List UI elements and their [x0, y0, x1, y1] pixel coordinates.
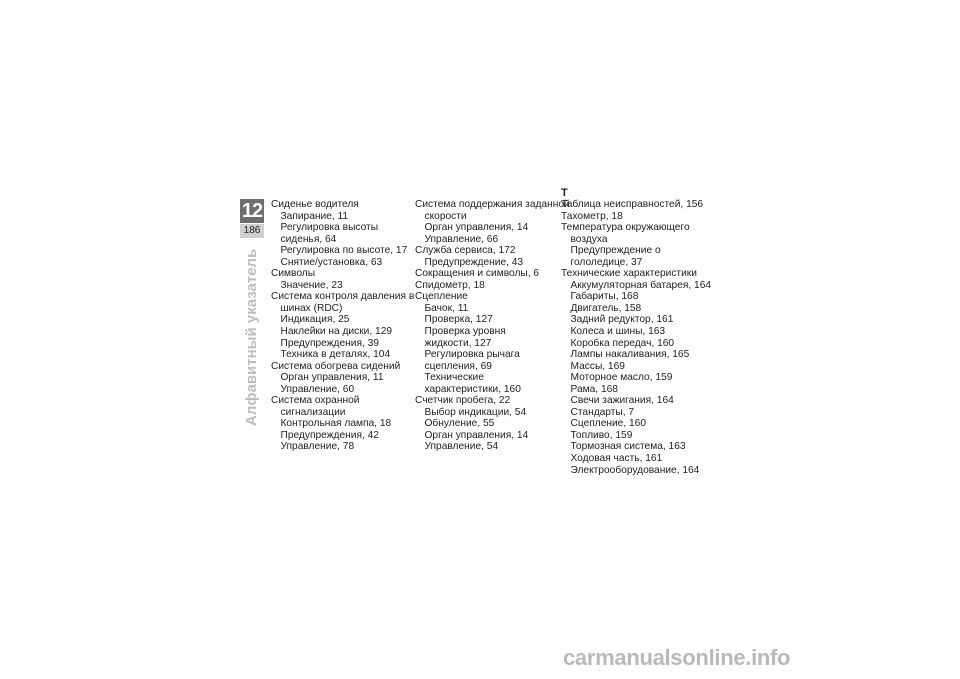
index-entry: Сиденье водителя — [271, 199, 359, 210]
index-entry: Таблица неисправностей, 156 — [561, 199, 704, 210]
chapter-number: 12 — [241, 200, 263, 222]
index-entry: Счетчик пробега, 22 — [415, 395, 511, 407]
index-subentry: Снятие/установка, 63 — [280, 256, 383, 268]
index-subentry: Сцепление, 160 — [570, 418, 647, 430]
index-column-2 — [415, 199, 570, 453]
index-subentry: Ходовая часть, 161 — [570, 453, 663, 465]
index-subentry: Рама, 168 — [570, 383, 618, 395]
index-subentry: Контрольная лампа, 18 — [280, 418, 392, 430]
index-subentry: Колеса и шины, 163 — [570, 326, 666, 338]
index-entry: Технические характеристики — [561, 268, 697, 280]
watermark: carmanualsonline.info — [563, 645, 791, 670]
index-subentry: Запирание, 11 — [280, 210, 349, 222]
index-entry: Сцепление — [415, 291, 468, 303]
side-title: Алфавитный указатель — [243, 248, 260, 426]
index-column-3 — [561, 187, 712, 476]
index-subentry: сигнализации — [280, 406, 346, 418]
index-subentry: Предупреждение о — [570, 245, 661, 257]
index-subentry: Значение, 23 — [280, 279, 343, 291]
index-subentry: Тормозная система, 163 — [570, 441, 686, 453]
index-subentry: Массы, 169 — [570, 360, 625, 372]
index-column-1 — [271, 199, 415, 453]
index-subentry: Техника в деталях, 104 — [280, 349, 391, 361]
index-subentry: Проверка уровня — [424, 326, 506, 338]
index-subentry: Свечи зажигания, 164 — [570, 395, 674, 407]
index-entry: Система контроля давления в — [271, 291, 415, 303]
index-subentry: сцепления, 69 — [424, 360, 492, 372]
index-subentry: Габариты, 168 — [570, 291, 639, 303]
index-entry: Система обогрева сидений — [271, 360, 401, 372]
index-subentry: Регулировка по высоте, 17 — [280, 245, 408, 257]
index-subentry: Орган управления, 14 — [424, 222, 529, 234]
index-subentry: Индикация, 25 — [280, 314, 350, 326]
index-subentry: Управление, 54 — [424, 441, 499, 453]
index-entry: Тахометр, 18 — [561, 210, 623, 222]
index-subentry: Моторное масло, 159 — [570, 372, 673, 384]
index-subentry: Управление, 78 — [280, 441, 355, 453]
index-subentry: Обнуление, 55 — [424, 418, 495, 430]
index-subentry: Проверка, 127 — [424, 314, 493, 326]
index-subentry: Лампы накаливания, 165 — [570, 349, 690, 361]
index-subentry: Регулировка рычага — [424, 349, 520, 361]
index-subentry: Аккумуляторная батарея, 164 — [570, 279, 712, 291]
index-subentry: жидкости, 127 — [424, 337, 492, 349]
index-subentry: Регулировка высоты — [280, 222, 379, 234]
index-subentry: шинах (RDC) — [280, 302, 343, 314]
page-number: 186 — [240, 224, 264, 238]
index-subentry: гололедице, 37 — [570, 256, 643, 268]
index-subentry: Бачок, 11 — [424, 302, 469, 314]
index-subentry: Предупреждения, 42 — [280, 429, 379, 441]
index-subentry: Технические — [424, 372, 484, 384]
index-subentry: Наклейки на диски, 129 — [280, 326, 393, 338]
index-subentry: Коробка передач, 160 — [570, 337, 675, 349]
index-subentry: Управление, 66 — [424, 233, 499, 245]
index-subentry: Топливо, 159 — [570, 429, 633, 441]
section-letter: Т — [561, 187, 568, 199]
index-subentry: Орган управления, 11 — [280, 372, 384, 384]
index-subentry: Предупреждения, 39 — [280, 337, 379, 349]
index-entry: Служба сервиса, 172 — [415, 245, 516, 257]
index-entry: Температура окружающего — [561, 222, 690, 234]
index-entry: Система поддержания заданной — [415, 199, 570, 210]
index-subentry: Управление, 60 — [280, 383, 355, 395]
index-subentry: характеристики, 160 — [424, 383, 521, 395]
index-subentry: сиденья, 64 — [280, 233, 337, 245]
index-subentry: Электрооборудование, 164 — [570, 464, 700, 476]
chapter-tab — [240, 199, 264, 239]
index-subentry: Предупреждение, 43 — [424, 256, 524, 268]
index-subentry: Орган управления, 14 — [424, 429, 529, 441]
index-subentry: воздуха — [570, 233, 608, 245]
index-entry: Спидометр, 18 — [415, 279, 485, 291]
index-subentry: скорости — [424, 210, 467, 222]
index-subentry: Стандарты, 7 — [570, 406, 635, 418]
index-subentry: Задний редуктор, 161 — [570, 314, 674, 326]
index-subentry: Выбор индикации, 54 — [424, 406, 527, 418]
index-subentry: Двигатель, 158 — [570, 302, 642, 314]
index-entry: Система охранной — [271, 395, 360, 407]
index-entry: Сокращения и символы, 6 — [415, 268, 540, 280]
index-entry: Символы — [271, 268, 316, 280]
